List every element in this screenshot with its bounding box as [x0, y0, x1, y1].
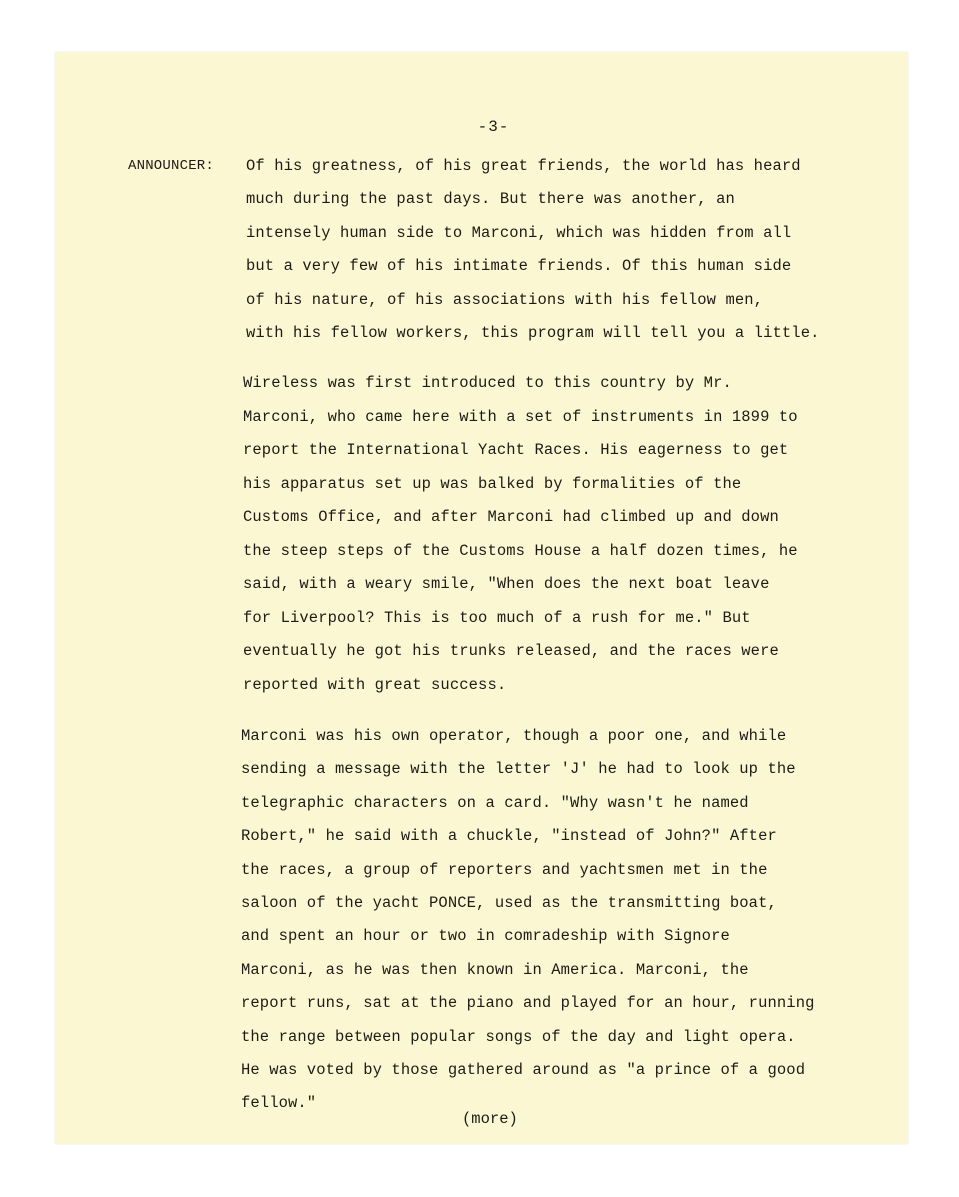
text-line: Customs Office, and after Marconi had climbed up and down	[243, 508, 779, 526]
paragraph-1	[246, 150, 820, 350]
text-line: Wireless was first introduced to this country by Mr.	[243, 374, 732, 392]
text-line: Of his greatness, of his great friends, the world has heard	[246, 157, 801, 175]
text-line: Marconi was his own operator, though a poor one, and while	[241, 727, 787, 745]
text-line: saloon of the yacht PONCE, used as the transmitting boat,	[241, 894, 777, 913]
text-line: telegraphic characters on a card. "Why wasn't he named	[241, 793, 749, 812]
text-line: his apparatus set up was balked by formalities of the	[243, 474, 742, 493]
text-line: of his nature, of his associations with his fellow men,	[246, 290, 764, 309]
text-line: the range between popular songs of the day and light opera.	[241, 1027, 796, 1046]
text-line: Robert," he said with a chuckle, "instead of John?" After	[241, 827, 777, 846]
continuation-marker: (more)	[462, 1110, 518, 1128]
text-line: report the International Yacht Races. His eagerness to get	[243, 441, 789, 459]
text-line: said, with a weary smile, "When does the next boat leave	[243, 575, 770, 593]
text-line: eventually he got his trunks released, and the races were	[243, 642, 779, 660]
text-line: Marconi, as he was then known in America. Marconi, the	[241, 960, 749, 979]
text-line: the steep steps of the Customs House a half dozen times, he	[243, 541, 798, 560]
text-line: with his fellow workers, this program will tell you a little.	[246, 324, 820, 343]
text-line: and spent an hour or two in comradeship with Signore	[241, 927, 730, 946]
text-line: the races, a group of reporters and yachtsmen met in the	[241, 860, 768, 879]
text-line: Marconi, who came here with a set of instruments in 1899 to	[243, 407, 798, 426]
paragraph-3	[241, 720, 815, 1121]
speaker-label: ANNOUNCER:	[128, 158, 215, 174]
text-line: reported with great success.	[243, 675, 507, 694]
text-line: intensely human side to Marconi, which was hidden from all	[246, 223, 792, 242]
page-number: -3-	[477, 118, 510, 136]
text-line: sending a message with the letter 'J' he had to look up the	[241, 760, 796, 779]
text-line: fellow."	[241, 1094, 317, 1113]
text-line: much during the past days. But there was another, an	[246, 190, 735, 209]
text-line: but a very few of his intimate friends. Of this human side	[246, 257, 792, 276]
text-line: report runs, sat at the piano and played for an hour, running	[241, 994, 815, 1013]
text-line: He was voted by those gathered around as "a prince of a good	[241, 1061, 806, 1080]
paragraph-2	[243, 367, 798, 702]
text-line: for Liverpool? This is too much of a rush for me." But	[243, 608, 751, 627]
